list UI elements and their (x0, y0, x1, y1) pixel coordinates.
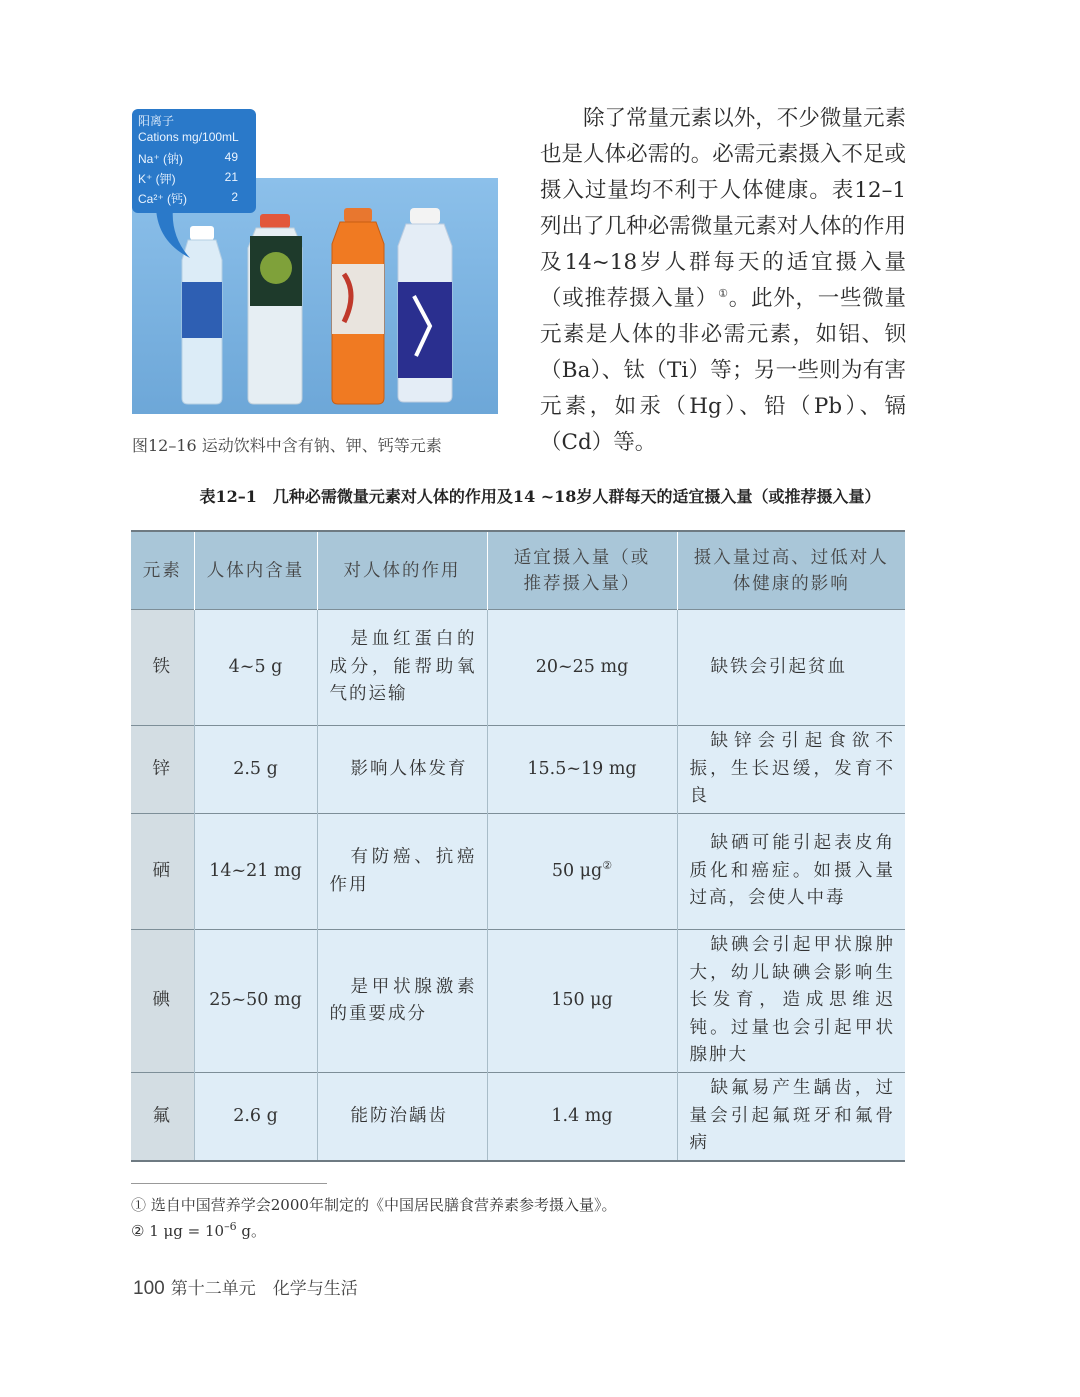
trace-element-table (131, 530, 905, 1162)
footnote-2 (131, 1220, 266, 1241)
cell-effect-text: 缺铁会引起贫血 (710, 656, 847, 677)
cell-effect (677, 814, 905, 930)
footnote-ref: ① (718, 286, 729, 300)
cell-intake (487, 726, 677, 814)
cell-intake (487, 930, 677, 1073)
header-effect: 摄入量过高、过低对人体健康的影响 (677, 531, 905, 610)
cell-function-text: 影响人体发育 (350, 758, 468, 779)
cell-function-text: 是甲状腺激素的重要成分 (329, 976, 477, 1024)
footnote-divider (131, 1183, 327, 1184)
cell-element: 锌 (131, 726, 194, 814)
intro-text-a: 除了常量元素以外，不少微量元素也是人体必需的。必需元素摄入不足或摄入过量均不利于人体健康。表12–1列出了几种必需微量元素对人体的作用及14~18岁人群每天的适宜摄入量（或推荐摄入量） (540, 106, 906, 311)
intro-paragraph (540, 101, 906, 461)
footnote-1: ① 选自中国营养学会2000年制定的《中国居民膳食营养素参考摄入量》。 (131, 1196, 617, 1214)
table-header-row (131, 531, 905, 610)
cell-function (317, 930, 487, 1073)
cell-content: 2.6 g (194, 1073, 317, 1161)
cell-function-text: 有防癌、抗癌作用 (329, 847, 477, 895)
cell-effect-text: 缺碘会引起甲状腺肿大，幼儿缺碘会影响生长发育，造成思维迟钝。过量也会引起甲状腺肿大 (689, 935, 895, 1066)
header-intake: 适宜摄入量（或推荐摄入量） (487, 531, 677, 610)
cell-function (317, 1073, 487, 1161)
table-row (131, 1073, 905, 1161)
cell-intake (487, 814, 677, 930)
cell-content: 14~21 mg (194, 814, 317, 930)
cell-intake-text: 150 μg (551, 990, 613, 1011)
header-content: 人体内含量 (194, 531, 317, 610)
cell-function-text: 能防治龋齿 (350, 1105, 448, 1126)
unit-title: 第十二单元 化学与生活 (170, 1279, 358, 1299)
cell-element: 铁 (131, 610, 194, 726)
intro-text-b: 。此外，一些微量元素是人体的非必需元素，如铝、钡（Ba）、钛（Ti）等；另一些则为有害元素，如汞（Hg）、铅（Pb）、镉（Cd）等。 (540, 286, 906, 455)
orange-bottle (332, 208, 384, 404)
cell-intake-text: 50 μg (551, 860, 603, 881)
header-element: 元素 (131, 531, 194, 610)
cell-element: 氟 (131, 1073, 194, 1161)
callout-ion: Ca²⁺ (钙) (138, 192, 187, 206)
table-row (131, 814, 905, 930)
blue-bottle (398, 208, 452, 402)
page-number: 100 (133, 1278, 165, 1299)
cell-intake-sup: ② (602, 858, 613, 872)
footnote-2-text-b: g。 (236, 1222, 266, 1240)
cell-content: 25~50 mg (194, 930, 317, 1073)
page-footer (133, 1274, 358, 1300)
cell-function (317, 610, 487, 726)
cell-content: 4~5 g (194, 610, 317, 726)
cell-effect-text: 缺硒可能引起表皮角质化和癌症。如摄入量过高，会使人中毒 (689, 833, 895, 909)
cell-intake-text: 20~25 mg (535, 656, 629, 677)
callout-title: 阳离子 (138, 114, 175, 128)
header-function: 对人体的作用 (317, 531, 487, 610)
cell-function (317, 814, 487, 930)
cell-function (317, 726, 487, 814)
cell-intake-text: 1.4 mg (551, 1105, 613, 1126)
cell-effect (677, 726, 905, 814)
cell-element: 硒 (131, 814, 194, 930)
table-row (131, 726, 905, 814)
callout-header: Cations mg/100mL (138, 130, 239, 144)
cell-effect-text: 缺氟易产生龋齿，过量会引起氟斑牙和氟骨病 (689, 1078, 895, 1153)
callout-value: 21 (224, 170, 238, 184)
cell-intake (487, 610, 677, 726)
figure-caption: 图12–16 运动饮料中含有钠、钾、钙等元素 (132, 436, 442, 455)
cell-intake (487, 1073, 677, 1161)
cell-effect-text: 缺锌会引起食欲不振，生长迟缓，发育不良 (689, 731, 895, 807)
table-row (131, 930, 905, 1073)
footnote-2-exponent: –6 (224, 1220, 237, 1233)
table-row (131, 610, 905, 726)
callout-ion: K⁺ (钾) (138, 172, 176, 186)
cell-effect (677, 930, 905, 1073)
cell-effect (677, 1073, 905, 1161)
nutrition-callout (132, 109, 256, 213)
cell-element: 碘 (131, 930, 194, 1073)
callout-ion: Na⁺ (钠) (138, 152, 184, 166)
cell-content: 2.5 g (194, 726, 317, 814)
cell-function-text: 是血红蛋白的成分，能帮助氧气的运输 (329, 629, 477, 705)
green-bottle (248, 214, 302, 404)
cell-effect (677, 610, 905, 726)
cell-intake-text: 15.5~19 mg (527, 758, 637, 779)
table-title: 表12–1 几种必需微量元素对人体的作用及14 ~18岁人群每天的适宜摄入量（或推荐摄入量） (199, 487, 881, 506)
callout-value: 49 (224, 150, 238, 164)
footnote-2-text-a: ② 1 μg = 10 (131, 1222, 225, 1240)
callout-value: 2 (231, 190, 238, 204)
